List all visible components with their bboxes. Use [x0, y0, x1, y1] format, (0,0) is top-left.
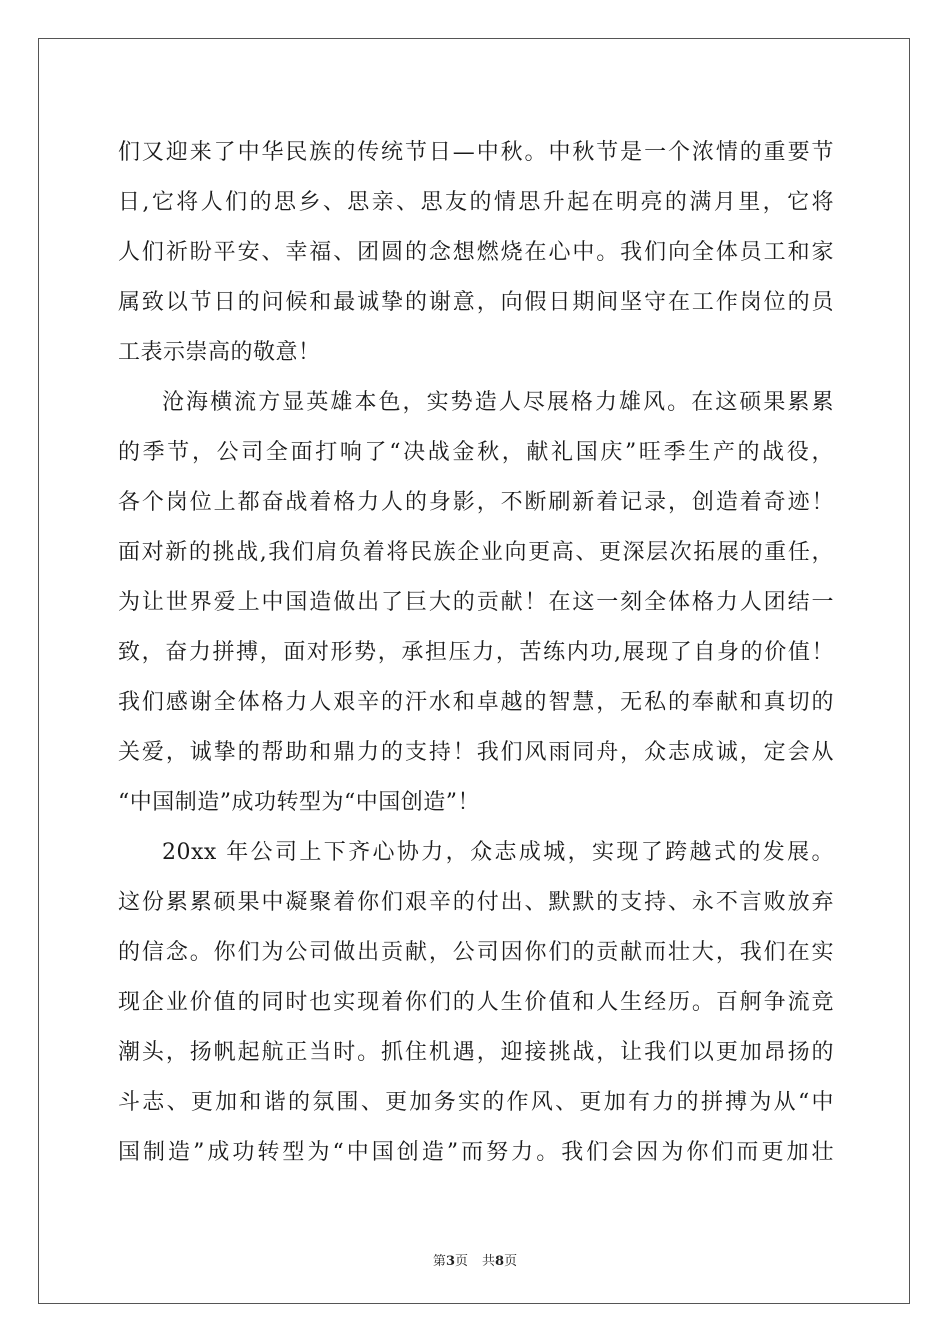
- text-line: 为让世界爱上中国造做出了巨大的贡献！在这一刻全体格力人团结一: [118, 590, 834, 615]
- current-page-number: 3: [445, 1254, 455, 1269]
- text-line: 20xx 年公司上下齐心协力，众志成城，实现了跨越式的发展。: [162, 840, 834, 865]
- text-line: 潮头，扬帆起航正当时。抓住机遇，迎接挑战，让我们以更加昂扬的: [118, 1040, 834, 1065]
- text-line: “中国制造”成功转型为“中国创造”！: [118, 790, 480, 815]
- text-line: 现企业价值的同时也实现着你们的人生价值和人生经历。百舸争流竞: [118, 990, 834, 1015]
- text-line: 们又迎来了中华民族的传统节日—中秋。中秋节是一个浓情的重要节: [118, 140, 834, 165]
- total-label-prefix: 共: [482, 1254, 496, 1269]
- document-body: [118, 128, 834, 1178]
- total-label-suffix: 页: [504, 1254, 518, 1269]
- text-line: 沧海横流方显英雄本色，实势造人尽展格力雄风。在这硕果累累: [162, 390, 834, 415]
- text-line: 属致以节日的问候和最诚挚的谢意，向假日期间坚守在工作岗位的员: [118, 290, 834, 315]
- total-page-number: 8: [495, 1254, 505, 1269]
- text-line: 我们感谢全体格力人艰辛的汗水和卓越的智慧，无私的奉献和真切的: [118, 690, 834, 715]
- text-line: 面对新的挑战,我们肩负着将民族企业向更高、更深层次拓展的重任，: [118, 540, 834, 565]
- text-line: 工表示崇高的敬意！: [118, 340, 321, 365]
- text-line: 的信念。你们为公司做出贡献，公司因你们的贡献而壮大，我们在实: [118, 940, 834, 965]
- text-line: 斗志、更加和谐的氛围、更加务实的作风、更加有力的拼搏为从“中: [118, 1090, 834, 1115]
- text-line: 这份累累硕果中凝聚着你们艰辛的付出、默默的支持、永不言败放弃: [118, 890, 834, 915]
- text-line: 关爱，诚挚的帮助和鼎力的支持！我们风雨同舟，众志成诚，定会从: [118, 740, 834, 765]
- page-label-prefix: 第: [432, 1254, 446, 1269]
- text-line: 国制造”成功转型为“中国创造”而努力。我们会因为你们而更加壮: [118, 1140, 834, 1165]
- text-line: 致，奋力拼搏，面对形势，承担压力，苦练内功,展现了自身的价值！: [118, 640, 834, 665]
- text-line: 各个岗位上都奋战着格力人的身影，不断刷新着记录，创造着奇迹！: [118, 490, 834, 515]
- text-line: 日,它将人们的思乡、思亲、思友的情思升起在明亮的满月里，它将: [118, 190, 834, 215]
- text-line: 人们祈盼平安、幸福、团圆的念想燃烧在心中。我们向全体员工和家: [118, 240, 834, 265]
- page-label-suffix: 页: [454, 1254, 468, 1269]
- page-footer: [0, 1250, 950, 1269]
- text-line: 的季节，公司全面打响了“决战金秋，献礼国庆”旺季生产的战役，: [118, 440, 834, 465]
